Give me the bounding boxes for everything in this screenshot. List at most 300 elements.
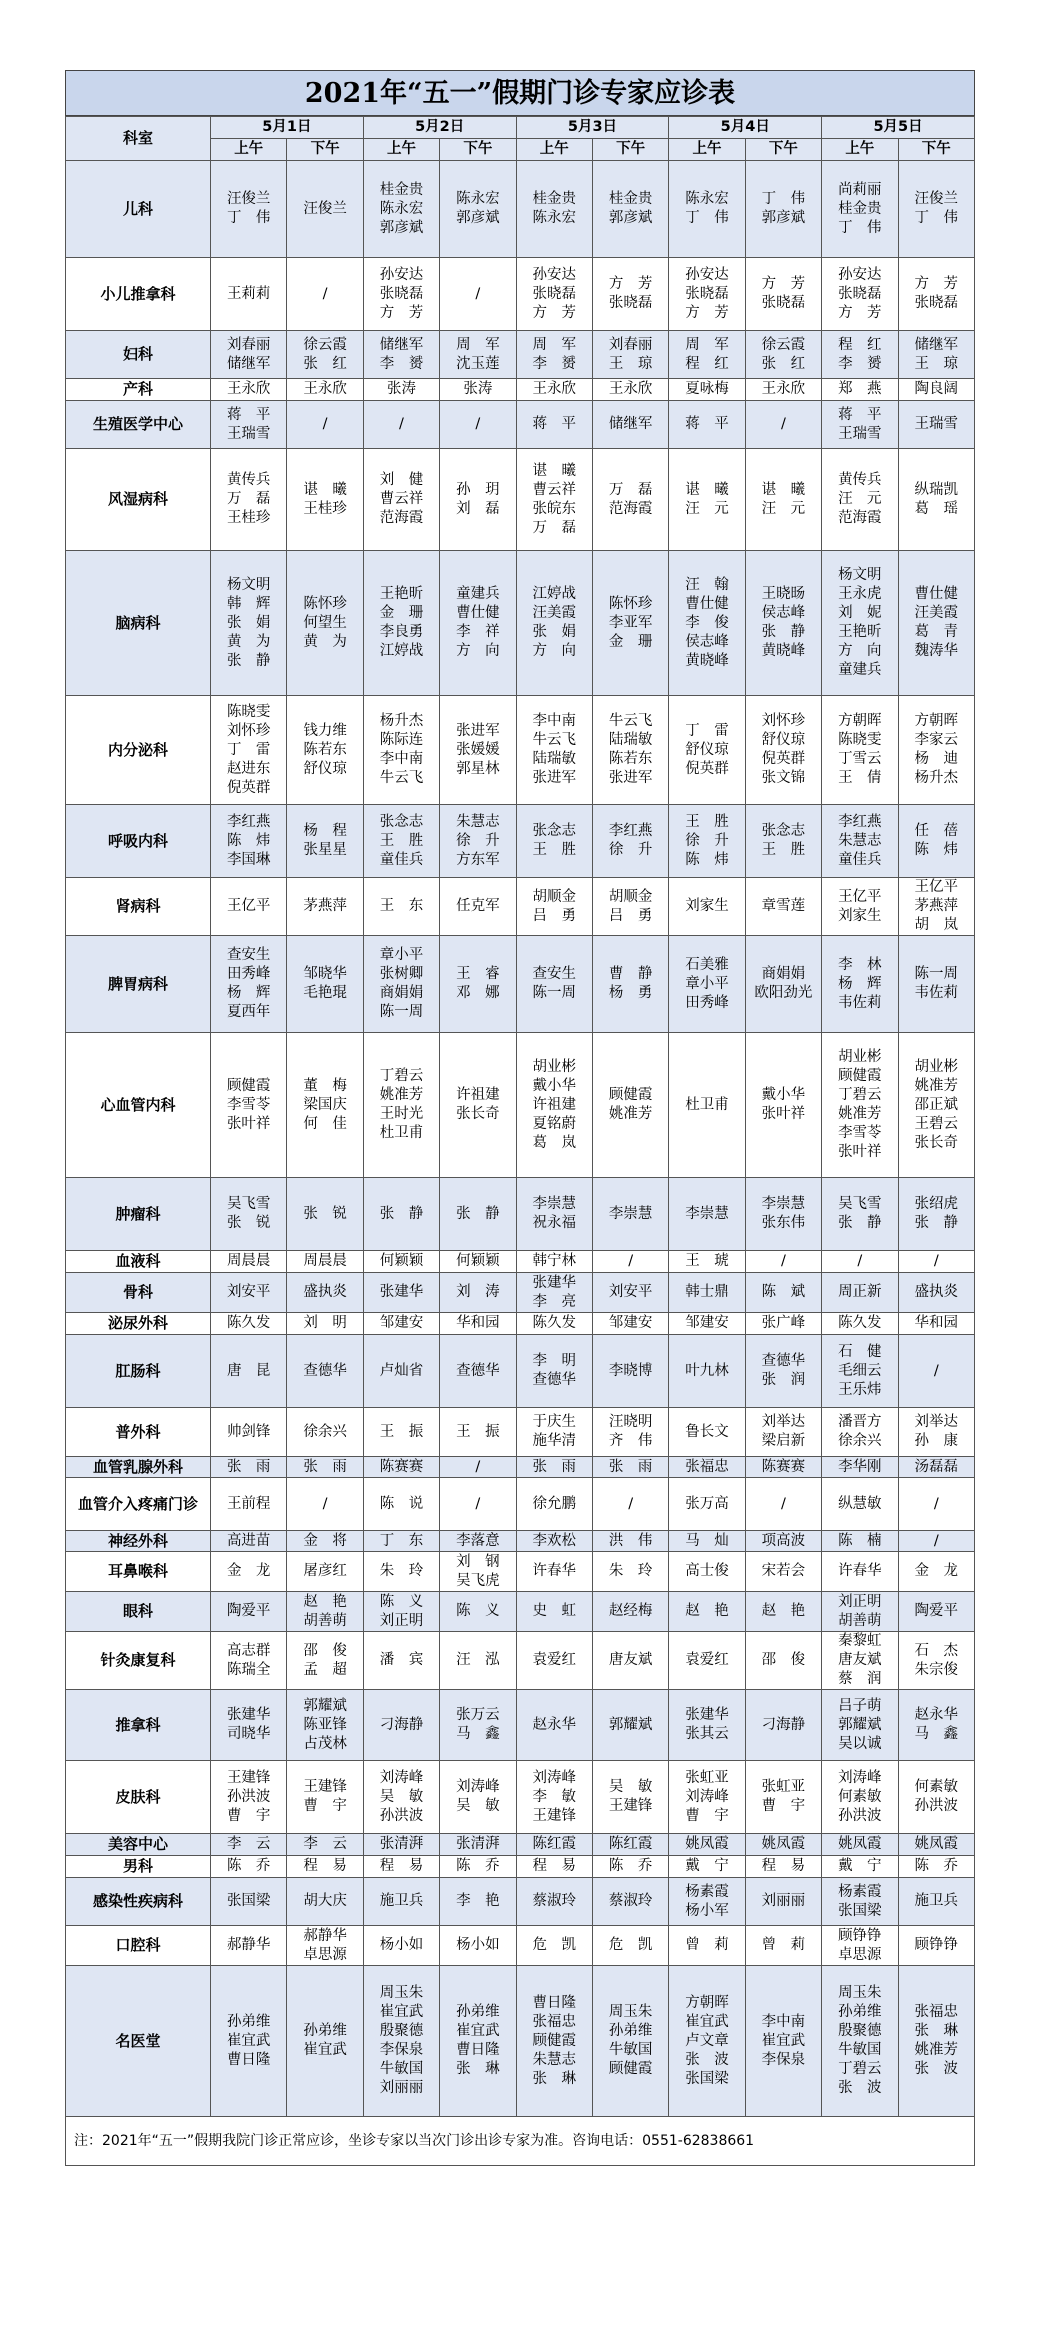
- doctor-cell: [516, 331, 592, 379]
- doctor-name: 方 芳: [838, 304, 882, 321]
- doctor-name: 殷聚德: [379, 2023, 424, 2039]
- doctor-name: 牛云飞: [379, 770, 424, 786]
- doctor-cell: [211, 1926, 287, 1966]
- doctor-cell: [592, 1178, 668, 1251]
- doctor-name: 宋若会: [761, 1563, 806, 1579]
- doctor-cell: [592, 1856, 668, 1878]
- doctor-name: 丁雪云: [838, 751, 882, 767]
- table-row: [66, 1273, 975, 1313]
- doctor-name: 舒仪琼: [685, 741, 729, 758]
- doctor-cell: [745, 1251, 821, 1273]
- doctor-cell: [592, 1313, 668, 1335]
- doctor-cell: [898, 1690, 974, 1761]
- doctor-cell: [516, 805, 592, 878]
- doctor-cell: [822, 1878, 898, 1926]
- doctor-name: 陈赛赛: [761, 1458, 806, 1475]
- doctor-name: 王乐炜: [838, 1381, 882, 1398]
- doctor-name: 李 明: [532, 1353, 576, 1369]
- doctor-cell: [516, 1251, 592, 1273]
- doctor-cell: [287, 1966, 363, 2117]
- doctor-name: 刘正明: [838, 1593, 882, 1610]
- doctor-name: 孙安达: [685, 266, 729, 283]
- doctor-cell: [898, 936, 974, 1033]
- table-row: [66, 1966, 975, 2117]
- doctor-name: 王 琥: [685, 1253, 729, 1269]
- doctor-name: 袁爱红: [532, 1652, 576, 1668]
- doctor-name: 张东伟: [761, 1215, 806, 1231]
- doctor-name: 张进军: [532, 770, 576, 786]
- doctor-name: 吴 敏: [379, 1788, 424, 1805]
- doctor-name: 丁 伟: [914, 210, 958, 226]
- doctor-name: 周晨晨: [226, 1253, 271, 1269]
- doctor-cell: [363, 696, 439, 805]
- doctor-name: 张媛媛: [456, 741, 500, 758]
- doctor-name: 杨小军: [685, 1902, 729, 1919]
- doctor-cell: [592, 1926, 668, 1966]
- doctor-name: 王 胜: [532, 842, 576, 858]
- doctor-name: 刘举达: [914, 1414, 958, 1430]
- doctor-cell: [745, 331, 821, 379]
- doctor-name: 王 胜: [685, 813, 729, 830]
- department-name: 美容中心: [66, 1834, 211, 1856]
- doctor-cell: [822, 1552, 898, 1592]
- doctor-name: 陈 说: [379, 1495, 424, 1512]
- doctor-cell: [592, 1033, 668, 1178]
- doctor-cell: [440, 1856, 516, 1878]
- doctor-name: 陈 楠: [838, 1532, 882, 1549]
- doctor-cell: [516, 1761, 592, 1834]
- doctor-name: 秦黎虹: [838, 1633, 882, 1649]
- doctor-name: 刘怀珍: [761, 713, 806, 729]
- doctor-name: 牛云飞: [532, 732, 576, 748]
- doctor-name: 赵经梅: [608, 1603, 653, 1619]
- doctor-name: 杨 程: [303, 823, 347, 839]
- doctor-name: 张叶祥: [761, 1106, 806, 1122]
- doctor-name: 李中南: [379, 751, 424, 767]
- table-row: [66, 1313, 975, 1335]
- doctor-cell: [211, 379, 287, 401]
- doctor-name: 方 芳: [685, 304, 729, 321]
- doctor-cell: [287, 1335, 363, 1408]
- doctor-name: 叶九林: [685, 1362, 729, 1379]
- table-row: [66, 1761, 975, 1834]
- doctor-name: 朱 玲: [379, 1563, 424, 1579]
- doctor-name: 倪英群: [761, 751, 806, 767]
- table-row: [66, 449, 975, 551]
- doctor-name: 许春华: [532, 1563, 576, 1579]
- doctor-name: 方 芳: [914, 276, 958, 292]
- doctor-cell: [745, 1761, 821, 1834]
- doctor-cell: [211, 161, 287, 258]
- doctor-cell: [211, 1273, 287, 1313]
- doctor-name: 袁爱红: [685, 1652, 729, 1668]
- doctor-name: 邵 俊: [761, 1652, 806, 1668]
- doctor-name: 蔡 润: [838, 1671, 882, 1687]
- doctor-name: 齐 伟: [608, 1433, 653, 1449]
- doctor-cell: [669, 401, 745, 449]
- doctor-name: 赵进东: [226, 760, 271, 777]
- doctor-name: 顾健霞: [608, 2061, 653, 2077]
- doctor-name: /: [933, 1362, 939, 1379]
- doctor-name: 胡业彬: [838, 1049, 882, 1065]
- doctor-name: 杜卫甫: [379, 1125, 424, 1141]
- doctor-cell: [516, 1878, 592, 1926]
- doctor-name: 刘涛峰: [379, 1769, 424, 1786]
- doctor-name: 刘 涛: [456, 1284, 500, 1300]
- doctor-name: 丁 雷: [685, 722, 729, 739]
- doctor-cell: [669, 696, 745, 805]
- doctor-name: 王 振: [456, 1423, 500, 1440]
- doctor-name: 曹 宇: [303, 1798, 347, 1814]
- doctor-name: 徐 升: [456, 832, 500, 849]
- doctor-name: 曹日隆: [532, 1994, 576, 2011]
- doctor-name: 黄传兵: [226, 472, 271, 488]
- doctor-name: 杨小如: [456, 1937, 500, 1953]
- doctor-name: 李落意: [456, 1532, 500, 1549]
- doctor-cell: [745, 401, 821, 449]
- doctor-cell: [592, 258, 668, 331]
- doctor-name: 卓思源: [303, 1946, 347, 1963]
- doctor-cell: [363, 936, 439, 1033]
- doctor-name: 黄 为: [303, 633, 347, 650]
- doctor-name: 徐余兴: [838, 1433, 882, 1449]
- table-row: [66, 1457, 975, 1478]
- doctor-name: 于庆生: [532, 1414, 576, 1430]
- doctor-name: 王永欣: [608, 381, 653, 397]
- doctor-name: 刘怀珍: [226, 722, 271, 739]
- doctor-name: 石 健: [838, 1343, 882, 1360]
- doctor-name: 丁 伟: [838, 219, 882, 236]
- doctor-name: 杨素霞: [685, 1883, 729, 1900]
- doctor-name: /: [399, 416, 404, 432]
- doctor-name: 王亿平: [838, 888, 882, 905]
- doctor-name: 刘春丽: [226, 336, 271, 353]
- doctor-name: 金 将: [303, 1532, 347, 1549]
- department-name: 泌尿外科: [66, 1313, 211, 1335]
- doctor-name: 张 琳: [456, 2061, 500, 2077]
- doctor-name: 梁国庆: [303, 1096, 347, 1113]
- doctor-name: 张 琳: [532, 2070, 576, 2087]
- doctor-name: 江婷战: [532, 586, 576, 602]
- doctor-name: 查德华: [761, 1353, 806, 1369]
- doctor-name: 陈久发: [532, 1315, 576, 1331]
- doctor-name: 田秀峰: [685, 994, 729, 1011]
- doctor-name: 张 红: [303, 355, 347, 372]
- doctor-cell: [898, 1251, 974, 1273]
- doctor-name: 王 睿: [456, 966, 500, 982]
- doctor-cell: [363, 1178, 439, 1251]
- doctor-name: 邹晓华: [303, 966, 347, 982]
- doctor-cell: [211, 449, 287, 551]
- doctor-cell: [287, 878, 363, 936]
- doctor-cell: [363, 1251, 439, 1273]
- doctor-name: 顾健霞: [226, 1077, 271, 1094]
- doctor-name: 邵正斌: [914, 1096, 958, 1113]
- doctor-cell: [669, 1856, 745, 1878]
- doctor-name: 任克军: [456, 898, 500, 914]
- doctor-name: 牛敏国: [608, 2042, 653, 2058]
- doctor-name: 王晓旸: [761, 586, 806, 602]
- doctor-cell: [211, 1033, 287, 1178]
- doctor-name: 王 胜: [379, 832, 424, 849]
- doctor-cell: [898, 1457, 974, 1478]
- doctor-name: 蒋 平: [685, 416, 729, 432]
- table-row: [66, 936, 975, 1033]
- doctor-cell: [592, 1531, 668, 1552]
- doctor-name: 陈怀珍: [608, 595, 653, 612]
- doctor-name: 戴 宁: [838, 1858, 882, 1874]
- doctor-name: 王建锋: [226, 1769, 271, 1786]
- table-row: [66, 551, 975, 696]
- department-name: 普外科: [66, 1408, 211, 1457]
- doctor-name: 孙 康: [914, 1433, 958, 1449]
- doctor-name: 杨 辉: [226, 985, 271, 1001]
- doctor-name: /: [780, 416, 786, 432]
- doctor-name: 吕 勇: [532, 907, 576, 924]
- doctor-name: 查安生: [532, 966, 576, 982]
- doctor-name: 胡顺金: [532, 888, 576, 905]
- doctor-name: 张国梁: [685, 2070, 729, 2087]
- doctor-cell: [822, 936, 898, 1033]
- doctor-name: 张建华: [226, 1707, 271, 1723]
- doctor-name: 汪晓明: [608, 1414, 653, 1430]
- doctor-name: 潘晋方: [838, 1414, 882, 1430]
- doctor-cell: [440, 1926, 516, 1966]
- doctor-cell: [287, 1592, 363, 1632]
- doctor-name: 陆瑞敏: [532, 751, 576, 767]
- doctor-name: 许祖建: [532, 1096, 576, 1113]
- doctor-cell: [592, 1690, 668, 1761]
- doctor-cell: [745, 1966, 821, 2117]
- doctor-cell: [822, 449, 898, 551]
- doctor-name: 杨素霞: [838, 1883, 882, 1900]
- doctor-name: 牛云飞: [608, 713, 653, 729]
- doctor-name: 张福忠: [685, 1458, 729, 1475]
- doctor-cell: [822, 878, 898, 936]
- doctor-cell: [592, 696, 668, 805]
- doctor-name: 刘安平: [226, 1284, 271, 1300]
- doctor-cell: [822, 1690, 898, 1761]
- doctor-cell: [745, 1408, 821, 1457]
- doctor-name: 范海霞: [838, 510, 882, 526]
- doctor-name: 马 鑫: [914, 1726, 958, 1742]
- doctor-name: /: [322, 416, 328, 432]
- doctor-name: 陈 乔: [456, 1858, 500, 1874]
- doctor-name: 丁 伟: [685, 210, 729, 226]
- doctor-cell: [363, 1408, 439, 1457]
- doctor-cell: [287, 1856, 363, 1878]
- doctor-name: 戴 宁: [685, 1858, 729, 1874]
- doctor-cell: [363, 1552, 439, 1592]
- table-row: [66, 379, 975, 401]
- doctor-cell: [211, 258, 287, 331]
- doctor-cell: [363, 1313, 439, 1335]
- doctor-name: 周 军: [532, 336, 576, 353]
- doctor-cell: [822, 161, 898, 258]
- doctor-name: 汤磊磊: [914, 1458, 958, 1475]
- department-name: 耳鼻喉科: [66, 1552, 211, 1592]
- doctor-cell: [592, 1251, 668, 1273]
- doctor-cell: [898, 1033, 974, 1178]
- doctor-name: 汪 泓: [456, 1652, 500, 1668]
- table-row: [66, 1632, 975, 1690]
- doctor-cell: [898, 1552, 974, 1592]
- doctor-name: 陈晓雯: [838, 732, 882, 748]
- doctor-cell: [516, 551, 592, 696]
- doctor-name: 戴小华: [532, 1077, 576, 1094]
- doctor-name: 储继军: [914, 336, 958, 353]
- doctor-name: 丁 东: [379, 1532, 424, 1549]
- table-row: [66, 258, 975, 331]
- doctor-name: 陈 乔: [608, 1858, 653, 1874]
- doctor-name: 方 向: [456, 643, 500, 659]
- doctor-cell: [822, 1856, 898, 1878]
- department-name: 骨科: [66, 1273, 211, 1313]
- doctor-cell: [363, 161, 439, 258]
- doctor-name: 陶爱平: [914, 1603, 958, 1619]
- doctor-cell: [822, 1834, 898, 1856]
- doctor-name: 华和园: [914, 1315, 958, 1331]
- doctor-name: 赵 艳: [685, 1603, 729, 1619]
- doctor-name: 刘涛峰: [685, 1788, 729, 1805]
- table-row: [66, 805, 975, 878]
- doctor-name: /: [933, 1532, 939, 1549]
- doctor-cell: [669, 1531, 745, 1552]
- doctor-cell: [669, 1478, 745, 1531]
- doctor-name: 张叶祥: [226, 1115, 271, 1132]
- doctor-cell: [898, 1178, 974, 1251]
- page-title: 2021年“五一”假期门诊专家应诊表: [65, 70, 975, 116]
- doctor-cell: [669, 449, 745, 551]
- doctor-name: 方朝晖: [914, 713, 958, 729]
- doctor-cell: [516, 1966, 592, 2117]
- doctor-name: 崔宜武: [456, 2023, 500, 2039]
- table-row: [66, 1552, 975, 1592]
- department-name: 血液科: [66, 1251, 211, 1273]
- doctor-name: 孙弟维: [456, 2004, 500, 2020]
- table-row: [66, 331, 975, 379]
- doctor-name: 高进苗: [226, 1532, 271, 1549]
- doctor-name: 陈 乔: [226, 1858, 271, 1874]
- doctor-name: 储继军: [379, 336, 424, 353]
- doctor-cell: [669, 1273, 745, 1313]
- doctor-name: 顾健霞: [608, 1087, 653, 1103]
- doctor-name: 王 倩: [838, 770, 882, 786]
- table-row: [66, 1178, 975, 1251]
- doctor-name: 马 灿: [685, 1532, 729, 1549]
- doctor-name: 胡善萌: [838, 1612, 882, 1629]
- doctor-name: 金 龙: [226, 1563, 271, 1579]
- doctor-name: 李家云: [914, 732, 958, 748]
- doctor-cell: [440, 1478, 516, 1531]
- doctor-cell: [363, 331, 439, 379]
- doctor-name: 刘安平: [608, 1284, 653, 1300]
- doctor-name: 方 芳: [608, 276, 653, 292]
- pm-header: 下午: [898, 139, 974, 161]
- doctor-name: 李亚军: [608, 614, 653, 631]
- doctor-cell: [898, 878, 974, 936]
- doctor-name: 夏咏梅: [685, 381, 729, 397]
- doctor-name: 王桂珍: [226, 510, 271, 526]
- doctor-name: 石 杰: [914, 1642, 958, 1659]
- doctor-cell: [211, 1966, 287, 2117]
- doctor-name: 李中南: [532, 713, 576, 729]
- doctor-cell: [287, 331, 363, 379]
- doctor-name: 李 亮: [532, 1293, 576, 1310]
- department-name: 肛肠科: [66, 1335, 211, 1408]
- doctor-name: 李红燕: [608, 823, 653, 839]
- doctor-name: 陈 炜: [685, 851, 729, 868]
- doctor-name: 姚准芳: [379, 1087, 424, 1103]
- doctor-cell: [363, 1690, 439, 1761]
- doctor-name: 刘涛峰: [456, 1779, 500, 1795]
- doctor-name: 赵 艳: [761, 1603, 806, 1619]
- doctor-name: 张晓磊: [838, 285, 882, 302]
- doctor-name: 张 雨: [532, 1458, 576, 1475]
- doctor-name: 蔡淑玲: [608, 1893, 653, 1909]
- doctor-name: 范海霞: [608, 500, 653, 517]
- doctor-cell: [592, 1966, 668, 2117]
- doctor-name: 刘 妮: [838, 605, 882, 621]
- doctor-name: 章雪莲: [761, 898, 806, 914]
- doctor-name: 王 胜: [761, 842, 806, 858]
- doctor-cell: [440, 805, 516, 878]
- doctor-cell: [211, 331, 287, 379]
- doctor-name: 杨 勇: [608, 985, 653, 1001]
- doctor-name: 王前程: [226, 1495, 271, 1512]
- doctor-cell: [211, 805, 287, 878]
- doctor-cell: [592, 1592, 668, 1632]
- doctor-cell: [516, 401, 592, 449]
- doctor-cell: [287, 1926, 363, 1966]
- table-row: [66, 401, 975, 449]
- doctor-name: 张长奇: [456, 1106, 500, 1122]
- doctor-name: 张涛: [386, 381, 416, 397]
- doctor-name: 刘正明: [379, 1612, 424, 1629]
- doctor-name: 危 凯: [532, 1937, 576, 1953]
- doctor-cell: [898, 1313, 974, 1335]
- doctor-cell: [669, 1313, 745, 1335]
- am-header: 上午: [669, 139, 745, 161]
- doctor-cell: [822, 401, 898, 449]
- doctor-cell: [363, 551, 439, 696]
- department-name: 风湿病科: [66, 449, 211, 551]
- department-name: 眼科: [66, 1592, 211, 1632]
- doctor-cell: [516, 1408, 592, 1457]
- doctor-name: 陈永宏: [685, 191, 729, 207]
- doctor-cell: [440, 1690, 516, 1761]
- doctor-cell: [669, 1632, 745, 1690]
- doctor-name: 汪 元: [761, 500, 806, 517]
- doctor-name: 孙弟维: [303, 2023, 347, 2039]
- doctor-cell: [363, 449, 439, 551]
- doctor-name: 纵瑞凯: [914, 481, 958, 498]
- doctor-name: 王建锋: [532, 1807, 576, 1824]
- doctor-name: /: [933, 1253, 939, 1269]
- doctor-name: 方 芳: [761, 276, 806, 292]
- doctor-name: 汪 元: [685, 500, 729, 517]
- doctor-name: 曹仕健: [914, 586, 958, 602]
- doctor-name: 朱 玲: [608, 1563, 653, 1579]
- doctor-cell: [363, 1335, 439, 1408]
- doctor-cell: [669, 379, 745, 401]
- doctor-name: 查德华: [303, 1362, 347, 1379]
- doctor-name: 梁启新: [761, 1433, 806, 1449]
- doctor-name: 牛敏国: [379, 2061, 424, 2077]
- doctor-name: 商娟娟: [379, 985, 424, 1001]
- department-name: 男科: [66, 1856, 211, 1878]
- doctor-cell: [440, 161, 516, 258]
